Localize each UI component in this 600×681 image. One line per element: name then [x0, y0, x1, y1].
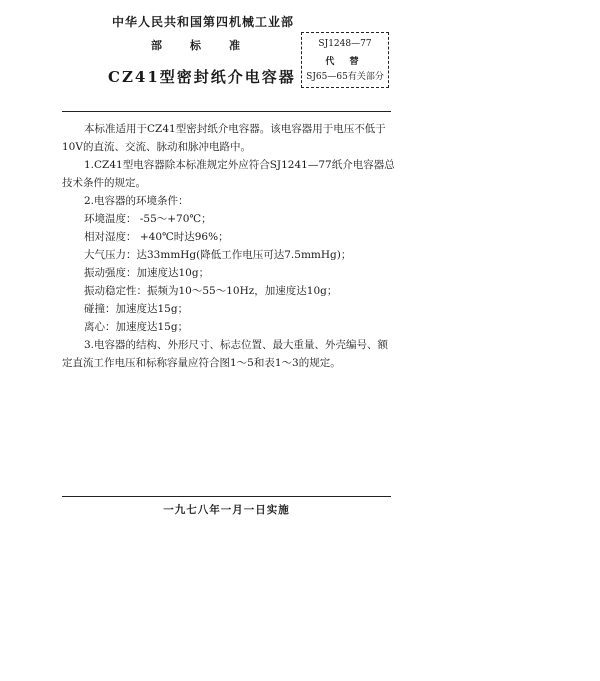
condition-item: 相对湿度： +40℃时达96%； [84, 231, 229, 243]
condition-item: 振动强度：加速度达10g； [84, 267, 210, 279]
standard-type [151, 37, 268, 53]
clause-1: 1.CZ41型电容器除本标准规定外应符合SJ1241—77纸介电容器总技术条件的规定。 [62, 159, 395, 189]
condition-item: 环境温度： -55～+70℃； [84, 213, 212, 225]
replaced-standard: SJ65—65有关部分 [306, 72, 384, 82]
document-title: CZ41型密封纸介电容器 [108, 68, 296, 86]
condition-item: 碰撞：加速度达15g； [84, 303, 189, 315]
footer-divider [62, 496, 391, 497]
condition-item: 离心：加速度达15g； [84, 321, 189, 333]
clause-2-title: 2.电容器的环境条件： [84, 195, 189, 207]
condition-item: 振动稳定性：振频为10～55～10Hz，加速度达10g； [84, 285, 338, 297]
clause-3: 3.电容器的结构、外形尺寸、标志位置、最大重量、外壳编号、额定直流工作电压和标称容量应符合图1～5和表1～3的规定。 [62, 339, 389, 369]
intro-paragraph: 本标准适用于CZ41型密封纸介电容器。该电容器用于电压不低于10V的直流、交流、脉动和脉冲电路中。 [62, 123, 386, 153]
implementation-date: 一九七八年一月一日实施 [163, 504, 290, 516]
replaces-label: 代 替 [325, 57, 365, 67]
ministry-name: 中华人民共和国第四机械工业部 [112, 15, 295, 29]
standard-code-box [301, 32, 389, 88]
condition-item: 大气压力：达33mmHg(降低工作电压可达7.5mmHg)； [84, 249, 352, 261]
standard-type-char: 部 [151, 39, 162, 52]
standard-number: SJ1248—77 [318, 39, 372, 49]
standard-type-char: 准 [229, 39, 240, 52]
header-divider [62, 111, 391, 112]
standard-type-char: 标 [190, 39, 201, 52]
document-body [62, 120, 396, 372]
